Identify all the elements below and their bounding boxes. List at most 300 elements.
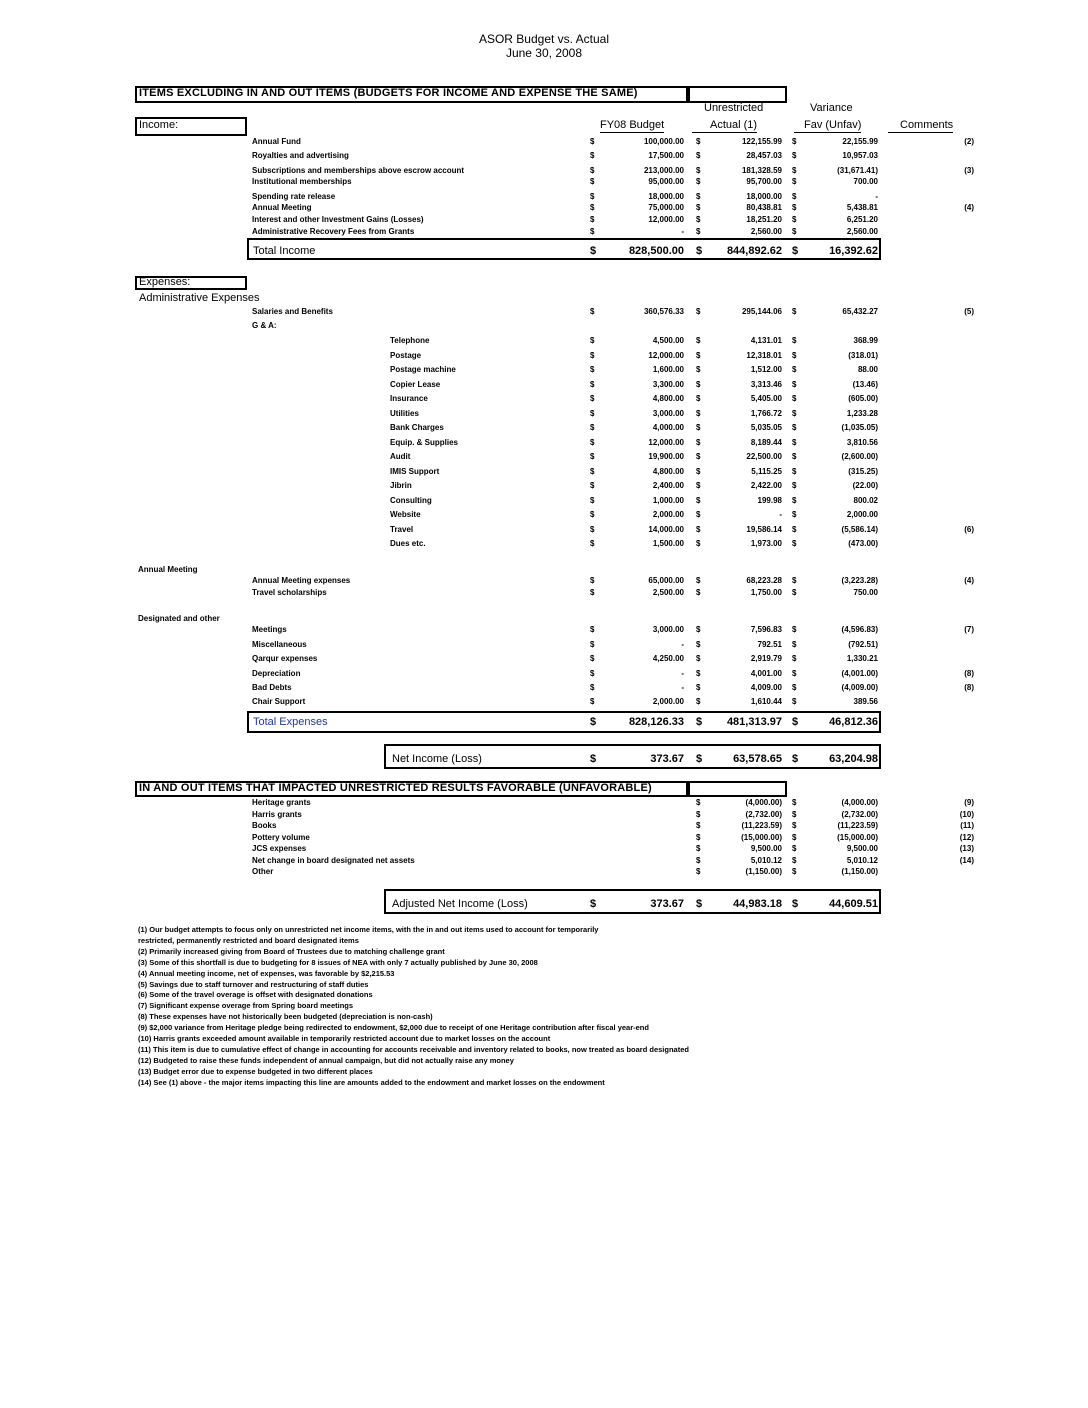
table-row	[0, 640, 1088, 652]
row-variance: 3,810.56	[846, 437, 878, 447]
row-variance: (4,000.00)	[841, 798, 878, 807]
row-label: Books	[252, 821, 277, 830]
row-comment: (9)	[964, 798, 974, 807]
dollar-sign: $	[696, 336, 701, 345]
row-label: Qarqur expenses	[252, 654, 318, 663]
footnote: (1) Our budget attempts to focus only on unrestricted net income items, with the in and out items used to account for temporarily	[138, 925, 599, 934]
dollar-sign: $	[696, 495, 701, 505]
dollar-sign: $	[696, 524, 701, 534]
ga-label	[0, 321, 1088, 333]
row-budget: 4,800.00	[652, 394, 684, 403]
dollar-sign: $	[792, 192, 797, 201]
row-budget: 17,500.00	[648, 151, 684, 160]
dollar-sign: $	[590, 227, 595, 236]
row-label: Administrative Recovery Fees from Grants	[252, 227, 415, 236]
ga-label-text: G & A:	[252, 321, 277, 330]
row-budget: 75,000.00	[648, 203, 684, 212]
dollar-sign: $	[590, 625, 595, 634]
dollar-sign: $	[590, 137, 595, 146]
row-actual: (11,223.59)	[741, 821, 782, 830]
row-variance: (2,732.00)	[841, 809, 878, 819]
dollar-sign: $	[696, 539, 701, 548]
row-variance: (473.00)	[848, 539, 878, 548]
dollar-sign: $	[590, 640, 595, 649]
row-variance: 1,233.28	[846, 408, 878, 418]
row-actual: 95,700.00	[746, 177, 782, 186]
row-label: Audit	[390, 452, 411, 461]
dollar-sign: $	[792, 215, 797, 224]
dollar-sign: $	[792, 867, 797, 876]
table-row	[0, 867, 1088, 879]
dollar-sign: $	[792, 466, 797, 476]
dollar-sign: $	[792, 683, 797, 692]
dollar-sign: $	[792, 379, 797, 389]
row-budget: 14,000.00	[648, 524, 684, 534]
row-budget: 2,500.00	[652, 588, 684, 597]
row-label: Miscellaneous	[252, 640, 307, 649]
dollar-sign: $	[792, 539, 797, 548]
dollar-sign: $	[590, 524, 595, 534]
dollar-sign: $	[696, 809, 701, 819]
row-comment: (11)	[960, 821, 974, 830]
row-label: Spending rate release	[252, 192, 336, 201]
dollar-sign: $	[696, 753, 703, 765]
dollar-sign: $	[696, 798, 701, 807]
row-variance: (1,150.00)	[841, 867, 878, 876]
row-comment: (10)	[959, 809, 974, 819]
row-actual: 18,000.00	[746, 192, 782, 201]
dollar-sign: $	[792, 798, 797, 807]
col-variance: Variance	[810, 102, 853, 114]
table-row	[0, 151, 1088, 163]
dollar-sign: $	[696, 576, 701, 585]
dollar-sign: $	[590, 669, 595, 678]
row-label: Annual Fund	[252, 137, 301, 146]
row-comment: (14)	[959, 855, 974, 865]
row-budget: 4,250.00	[652, 654, 684, 663]
row-variance: (4,009.00)	[841, 683, 878, 692]
table-row	[0, 394, 1088, 406]
dollar-sign: $	[696, 423, 701, 432]
row-actual: 19,586.14	[746, 524, 782, 534]
footnote: (13) Budget error due to expense budgeted in two different places	[138, 1066, 373, 1076]
row-label: Annual Meeting	[252, 203, 312, 212]
dollar-sign: $	[792, 576, 797, 585]
dollar-sign: $	[590, 481, 595, 490]
dollar-sign: $	[696, 832, 701, 842]
row-budget: 3,300.00	[652, 379, 684, 389]
expenses-label: Expenses:	[139, 276, 191, 288]
table-row	[0, 798, 1088, 810]
dollar-sign: $	[590, 336, 595, 345]
row-budget: 12,000.00	[648, 437, 684, 447]
row-label: Salaries and Benefits	[252, 307, 333, 316]
dollar-sign: $	[590, 437, 595, 447]
dollar-sign: $	[696, 307, 701, 316]
row-label: Telephone	[390, 336, 430, 345]
row-actual: 22,500.00	[746, 452, 782, 461]
dollar-sign: $	[696, 625, 701, 634]
footnote: restricted, permanently restricted and board designated items	[138, 935, 359, 945]
table-row	[0, 203, 1088, 215]
net-income-variance: 63,204.98	[829, 753, 878, 765]
dollar-sign: $	[590, 408, 595, 418]
row-budget: -	[681, 227, 684, 236]
dollar-sign: $	[696, 394, 701, 403]
row-budget: 18,000.00	[648, 192, 684, 201]
footnote: (12) Budgeted to raise these funds independent of annual campaign, but did not actually raise any money	[138, 1055, 514, 1065]
col-unrestricted: Unrestricted	[704, 102, 764, 114]
row-label: Postage	[390, 350, 422, 360]
row-variance: 800.02	[853, 495, 878, 505]
table-row	[0, 351, 1088, 363]
net-income-actual: 63,578.65	[733, 753, 782, 765]
table-row	[0, 697, 1088, 709]
row-label: Postage machine	[390, 365, 456, 374]
row-variance: (315.25)	[848, 466, 878, 476]
dollar-sign: $	[590, 203, 595, 212]
row-comment: (13)	[959, 844, 974, 853]
dollar-sign: $	[792, 452, 797, 461]
dollar-sign: $	[590, 365, 595, 374]
table-row	[0, 467, 1088, 479]
table-row	[0, 365, 1088, 377]
total-income-label: Total Income	[253, 245, 316, 257]
adjusted-net-actual: 44,983.18	[733, 898, 782, 910]
row-budget: 1,600.00	[652, 365, 684, 374]
table-row	[0, 525, 1088, 537]
report-date: June 30, 2008	[505, 46, 583, 60]
dollar-sign: $	[590, 716, 597, 728]
row-comment: (8)	[964, 683, 974, 692]
row-label: Copier Lease	[390, 379, 441, 389]
row-variance: (318.01)	[848, 350, 878, 360]
row-variance: (605.00)	[848, 394, 878, 403]
adjusted-net-budget: 373.67	[650, 898, 684, 910]
dollar-sign: $	[696, 716, 703, 728]
row-variance: 2,560.00	[846, 227, 878, 236]
total-expenses-variance: 46,812.36	[829, 716, 878, 728]
row-comment: (4)	[964, 576, 974, 585]
row-actual: 4,131.01	[750, 336, 782, 345]
dollar-sign: $	[792, 697, 797, 706]
dollar-sign: $	[792, 151, 797, 160]
row-comment: (2)	[964, 137, 974, 146]
dollar-sign: $	[792, 640, 797, 649]
row-comment: (8)	[964, 669, 974, 678]
dollar-sign: $	[792, 408, 797, 418]
row-label: Travel	[390, 524, 414, 534]
table-row	[0, 510, 1088, 522]
row-budget: 2,000.00	[652, 510, 684, 519]
row-budget: 2,400.00	[652, 481, 684, 490]
dollar-sign: $	[792, 821, 797, 830]
dollar-sign: $	[590, 192, 595, 201]
row-label: Bad Debts	[252, 683, 292, 692]
row-variance: (15,000.00)	[837, 832, 878, 842]
row-actual: 199.98	[757, 495, 782, 505]
dollar-sign: $	[590, 379, 595, 389]
admin-expenses-label: Administrative Expenses	[139, 292, 260, 304]
dollar-sign: $	[792, 844, 797, 853]
row-actual: 5,035.05	[750, 423, 782, 432]
dollar-sign: $	[696, 844, 701, 853]
row-label: Depreciation	[252, 669, 301, 678]
row-comment: (7)	[964, 625, 974, 634]
dollar-sign: $	[590, 151, 595, 160]
dollar-sign: $	[792, 832, 797, 842]
dollar-sign: $	[590, 166, 595, 175]
row-variance: (13.46)	[852, 379, 878, 389]
row-budget: 4,000.00	[652, 423, 684, 432]
row-comment: (4)	[964, 203, 974, 212]
row-budget: -	[681, 683, 684, 692]
footnote: (7) Significant expense overage from Spring board meetings	[138, 1001, 354, 1011]
row-budget: -	[681, 669, 684, 678]
dollar-sign: $	[590, 215, 595, 224]
dollar-sign: $	[792, 898, 799, 910]
row-budget: 4,800.00	[652, 466, 684, 476]
dollar-sign: $	[792, 365, 797, 374]
dollar-sign: $	[696, 510, 701, 519]
row-actual: 295,144.06	[741, 307, 782, 316]
table-row	[0, 821, 1088, 833]
row-actual: 18,251.20	[746, 215, 782, 224]
dollar-sign: $	[590, 697, 595, 706]
row-label: Jibrin	[390, 481, 412, 490]
row-actual: 28,457.03	[746, 151, 782, 160]
dollar-sign: $	[590, 423, 595, 432]
row-variance: 368.99	[853, 336, 878, 345]
footnote: (14) See (1) above - the major items impacting this line are amounts added to the endowment and market losses on the endowment	[138, 1077, 605, 1087]
dollar-sign: $	[696, 481, 701, 490]
row-actual: 8,189.44	[750, 437, 782, 447]
row-variance: 10,957.03	[842, 151, 878, 160]
report-title: ASOR Budget vs. Actual	[478, 32, 610, 46]
footnote: (11) This item is due to cumulative effect of change in accounting for accounts receivable and inventory related to books, now treated as board designated	[138, 1044, 689, 1054]
total-expenses-budget: 828,126.33	[628, 716, 684, 728]
table-row	[0, 833, 1088, 845]
table-row	[0, 669, 1088, 681]
dollar-sign: $	[792, 855, 797, 865]
dollar-sign: $	[696, 669, 701, 678]
row-label: Royalties and advertising	[252, 151, 349, 160]
footnote: (2) Primarily increased giving from Board of Trustees due to matching challenge grant	[138, 946, 445, 956]
table-row	[0, 380, 1088, 392]
dollar-sign: $	[696, 192, 701, 201]
row-variance: 700.00	[853, 177, 878, 186]
dollar-sign: $	[696, 203, 701, 212]
dollar-sign: $	[696, 350, 701, 360]
row-label: Insurance	[390, 394, 428, 403]
row-actual: 68,223.28	[746, 576, 782, 585]
dollar-sign: $	[696, 408, 701, 418]
dollar-sign: $	[792, 481, 797, 490]
row-actual: (4,000.00)	[745, 798, 782, 807]
dollar-sign: $	[590, 350, 595, 360]
table-row	[0, 625, 1088, 637]
dollar-sign: $	[590, 510, 595, 519]
dollar-sign: $	[696, 821, 701, 830]
row-comment: (5)	[964, 307, 974, 316]
table-row	[0, 137, 1088, 149]
dollar-sign: $	[696, 177, 701, 186]
row-actual: -	[779, 510, 782, 519]
dollar-sign: $	[792, 510, 797, 519]
dollar-sign: $	[590, 576, 595, 585]
col-budget: FY08 Budget	[600, 119, 665, 131]
row-variance: 5,438.81	[846, 203, 878, 212]
table-row	[0, 810, 1088, 822]
row-variance: (4,001.00)	[841, 669, 878, 678]
table-row	[0, 496, 1088, 508]
dollar-sign: $	[696, 151, 701, 160]
dollar-sign: $	[792, 245, 799, 257]
adjusted-net-label: Adjusted Net Income (Loss)	[392, 898, 528, 910]
table-row	[0, 576, 1088, 588]
row-actual: 792.51	[757, 640, 782, 649]
total-expenses-box	[247, 711, 881, 733]
dollar-sign: $	[696, 898, 703, 910]
dollar-sign: $	[792, 307, 797, 316]
row-actual: 7,596.83	[750, 625, 782, 634]
income-label: Income:	[139, 119, 179, 131]
row-actual: 122,155.99	[741, 137, 782, 146]
dollar-sign: $	[792, 336, 797, 345]
table-row	[0, 856, 1088, 868]
dollar-sign: $	[696, 452, 701, 461]
dollar-sign: $	[590, 753, 597, 765]
dollar-sign: $	[792, 227, 797, 236]
dollar-sign: $	[696, 166, 701, 175]
designated-label-text: Designated and other	[138, 614, 220, 623]
row-actual: 2,560.00	[750, 227, 782, 236]
row-label: Travel scholarships	[252, 588, 327, 597]
row-budget: 1,000.00	[652, 495, 684, 505]
dollar-sign: $	[696, 697, 701, 706]
dollar-sign: $	[590, 495, 595, 505]
row-budget: 95,000.00	[648, 177, 684, 186]
row-actual: 12,318.01	[746, 350, 782, 360]
table-row	[0, 844, 1088, 856]
footnote: (6) Some of the travel overage is offset with designated donations	[138, 990, 373, 1000]
row-label: Net change in board designated net assets	[252, 855, 415, 865]
row-label: Institutional memberships	[252, 177, 352, 186]
row-label: Bank Charges	[390, 423, 444, 432]
row-actual: 3,313.46	[750, 379, 782, 389]
table-row	[0, 336, 1088, 348]
row-variance: 389.56	[853, 697, 878, 706]
row-actual: 5,115.25	[751, 466, 782, 476]
row-budget: 3,000.00	[652, 408, 684, 418]
row-actual: 1,766.72	[750, 408, 782, 418]
row-actual: 80,438.81	[746, 203, 782, 212]
dollar-sign: $	[792, 177, 797, 186]
dollar-sign: $	[696, 379, 701, 389]
row-actual: 4,001.00	[750, 669, 782, 678]
dollar-sign: $	[792, 423, 797, 432]
dollar-sign: $	[590, 466, 595, 476]
dollar-sign: $	[696, 137, 701, 146]
dollar-sign: $	[792, 753, 799, 765]
section1-header-side-box	[688, 86, 787, 103]
dollar-sign: $	[590, 683, 595, 692]
net-income-budget: 373.67	[650, 753, 684, 765]
row-variance: 2,000.00	[846, 510, 878, 519]
dollar-sign: $	[792, 394, 797, 403]
table-row	[0, 177, 1088, 189]
row-actual: 181,328.59	[741, 166, 782, 175]
row-comment: (6)	[964, 524, 974, 534]
row-budget: 100,000.00	[643, 137, 684, 146]
dollar-sign: $	[696, 365, 701, 374]
footnote: (3) Some of this shortfall is due to budgeting for 8 issues of NEA with only 7 actually published by June 30, 2008	[138, 957, 538, 967]
table-row	[0, 215, 1088, 227]
total-expenses-actual: 481,313.97	[726, 716, 782, 728]
table-row	[0, 539, 1088, 551]
table-row	[0, 423, 1088, 435]
table-row	[0, 654, 1088, 666]
dollar-sign: $	[590, 245, 597, 257]
row-budget: -	[681, 640, 684, 649]
row-variance: 5,010.12	[846, 855, 878, 865]
dollar-sign: $	[590, 539, 595, 548]
row-actual: 4,009.00	[750, 683, 782, 692]
row-label: JCS expenses	[252, 844, 307, 853]
row-budget: 213,000.00	[643, 166, 684, 175]
row-label: Interest and other Investment Gains (Losses)	[252, 215, 424, 224]
dollar-sign: $	[696, 215, 701, 224]
row-actual: (2,732.00)	[745, 809, 782, 819]
row-label: Annual Meeting expenses	[252, 576, 351, 585]
row-actual: 5,010.12	[750, 855, 782, 865]
row-label: Meetings	[252, 625, 287, 634]
dollar-sign: $	[792, 350, 797, 360]
table-row	[0, 452, 1088, 464]
row-label: Website	[390, 510, 421, 519]
dollar-sign: $	[696, 855, 701, 865]
dollar-sign: $	[696, 466, 701, 476]
dollar-sign: $	[792, 495, 797, 505]
row-label: Subscriptions and memberships above escrow account	[252, 166, 465, 175]
total-expenses-label: Total Expenses	[253, 716, 328, 728]
dollar-sign: $	[696, 227, 701, 236]
dollar-sign: $	[696, 654, 701, 663]
row-actual: (15,000.00)	[741, 832, 782, 842]
row-variance: (3,223.28)	[841, 576, 878, 585]
row-budget: 1,500.00	[652, 539, 684, 548]
dollar-sign: $	[590, 654, 595, 663]
table-row	[0, 438, 1088, 450]
net-income-label: Net Income (Loss)	[392, 753, 482, 765]
dollar-sign: $	[696, 437, 701, 447]
row-label: IMIS Support	[390, 466, 440, 476]
row-actual: 1,610.44	[750, 697, 782, 706]
footnote: (4) Annual meeting income, net of expenses, was favorable by $2,215.53	[138, 968, 395, 978]
row-variance: 750.00	[853, 588, 878, 597]
row-label: Harris grants	[252, 809, 302, 819]
row-label: Consulting	[390, 495, 432, 505]
row-budget: 360,576.33	[643, 307, 684, 316]
row-budget: 2,000.00	[652, 697, 684, 706]
row-budget: 4,500.00	[652, 336, 684, 345]
dollar-sign: $	[792, 716, 799, 728]
row-variance: (792.51)	[848, 640, 878, 649]
dollar-sign: $	[792, 437, 797, 447]
row-label: Other	[252, 867, 274, 876]
dollar-sign: $	[792, 137, 797, 146]
section2-header-side-box	[688, 781, 787, 797]
